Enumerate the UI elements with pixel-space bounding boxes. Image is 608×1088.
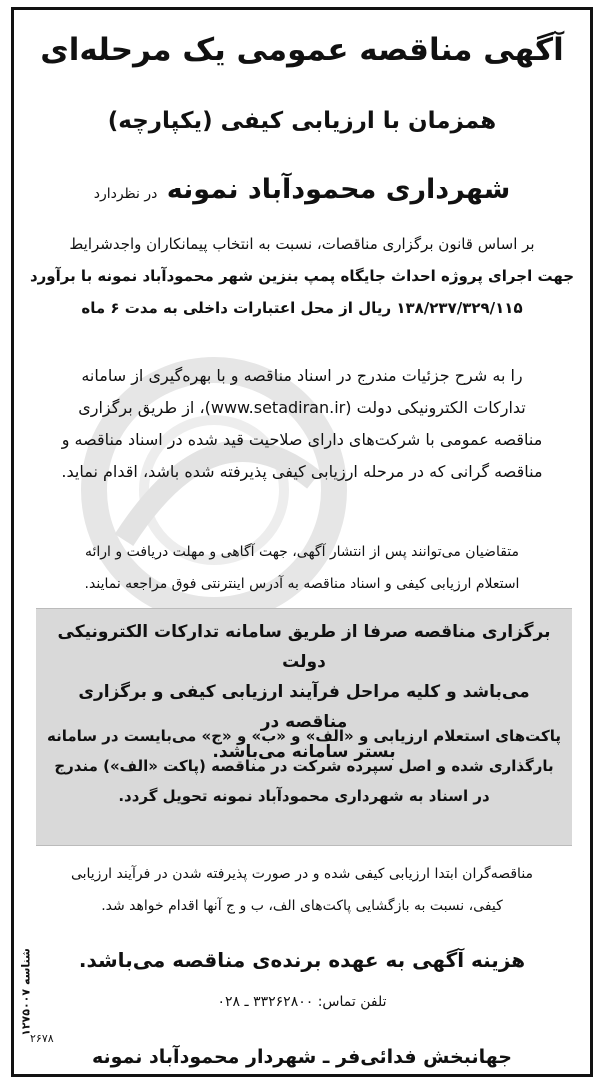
applicants-line: متقاضیان می‌توانند پس از انتشار آگهی، جهت آگاهی و مهلت دریافت و ارائه <box>84 544 520 560</box>
details-line: مناقصه عمومی با شرکت‌های دارای صلاحیت قید شده در اسناد مناقصه و <box>61 430 543 449</box>
box-line: بارگذاری شده و اصل سپرده شرکت در مناقصه (پاکت «الف») مندرج <box>54 757 554 775</box>
details-line: مناقصه گرانی که در مرحله ارزیابی کیفی پذیرفته شده باشد، اقدام نماید. <box>61 462 543 481</box>
evaluation-line: مناقصه‌گران ابتدا ارزیابی کیفی شده و در صورت پذیرفته شدن در فرآیند ارزیابی <box>70 866 534 882</box>
side-id-number <box>12 942 40 1042</box>
paragraph-applicants <box>28 536 576 600</box>
title-line-3 <box>14 174 590 205</box>
organization-name: شهرداری محمودآباد نمونه <box>166 174 511 205</box>
signer: جهانبخش فدائی‌فر ـ شهردار محمودآباد نمونه <box>91 1046 512 1068</box>
highlight-box <box>36 608 572 846</box>
ad-code: ۲۶۷۸ <box>30 1032 54 1045</box>
box-line: بستر سامانه می‌باشد. <box>212 742 396 762</box>
cost-note: هزینه آگهی به عهده برنده‌ی مناقصه می‌باشد. <box>78 948 526 972</box>
title-line-1: آگهی مناقصه عمومی یک مرحله‌ای <box>40 32 564 68</box>
box-line: پاکت‌های استعلام ارزیابی و «الف» و «ب» و «ج» می‌بایست در سامانه <box>47 727 561 745</box>
contact-phone: تلفن تماس: ۳۳۲۶۲۸۰۰ ـ ۰۲۸ <box>217 994 387 1010</box>
details-line: تدارکات الکترونیکی دولت (www.setadiran.ir)، از طریق برگزاری <box>78 398 526 417</box>
details-line: را به شرح جزئیات مندرج در اسناد مناقصه و با بهره‌گیری از سامانه <box>81 366 523 385</box>
intro-line: بر اساس قانون برگزاری مناقصات، نسبت به انتخاب پیمانکاران واجدشرایط <box>69 235 535 253</box>
intro-line: ۱۳۸/۲۳۷/۳۲۹/۱۱۵ ریال از محل اعتبارات داخلی به مدت ۶ ماه <box>81 299 523 317</box>
title-line-2: همزمان با ارزیابی کیفی (یکپارچه) <box>107 108 497 134</box>
title-suffix: در نظردارد <box>93 186 158 202</box>
side-id-text: شناسه ۱۲۷۵۰۰۷ <box>19 948 33 1036</box>
paragraph-evaluation <box>28 858 576 922</box>
intro-line: جهت اجرای پروژه احداث جایگاه پمپ بنزین شهر محمودآباد نمونه با برآورد <box>29 267 575 285</box>
box-paragraph-2 <box>46 721 562 811</box>
applicants-line: استعلام ارزیابی کیفی و اسناد مناقصه به آدرس اینترنتی فوق مراجعه نمایند. <box>84 576 520 592</box>
box-line: برگزاری مناقصه صرفا از طریق سامانه تدارکات الکترونیکی دولت <box>57 622 551 672</box>
box-line: می‌باشد و کلیه مراحل فرآیند ارزیابی کیفی و برگزاری مناقصه در <box>78 682 530 732</box>
notice-frame <box>11 7 593 1077</box>
box-line: در اسناد به شهرداری محمودآباد نمونه تحویل گردد. <box>118 787 490 805</box>
evaluation-line: کیفی، نسبت به بازگشایی پاکت‌های الف، ب و ج آنها اقدام خواهد شد. <box>101 898 503 914</box>
paragraph-details <box>28 360 576 488</box>
paragraph-intro <box>28 228 576 324</box>
